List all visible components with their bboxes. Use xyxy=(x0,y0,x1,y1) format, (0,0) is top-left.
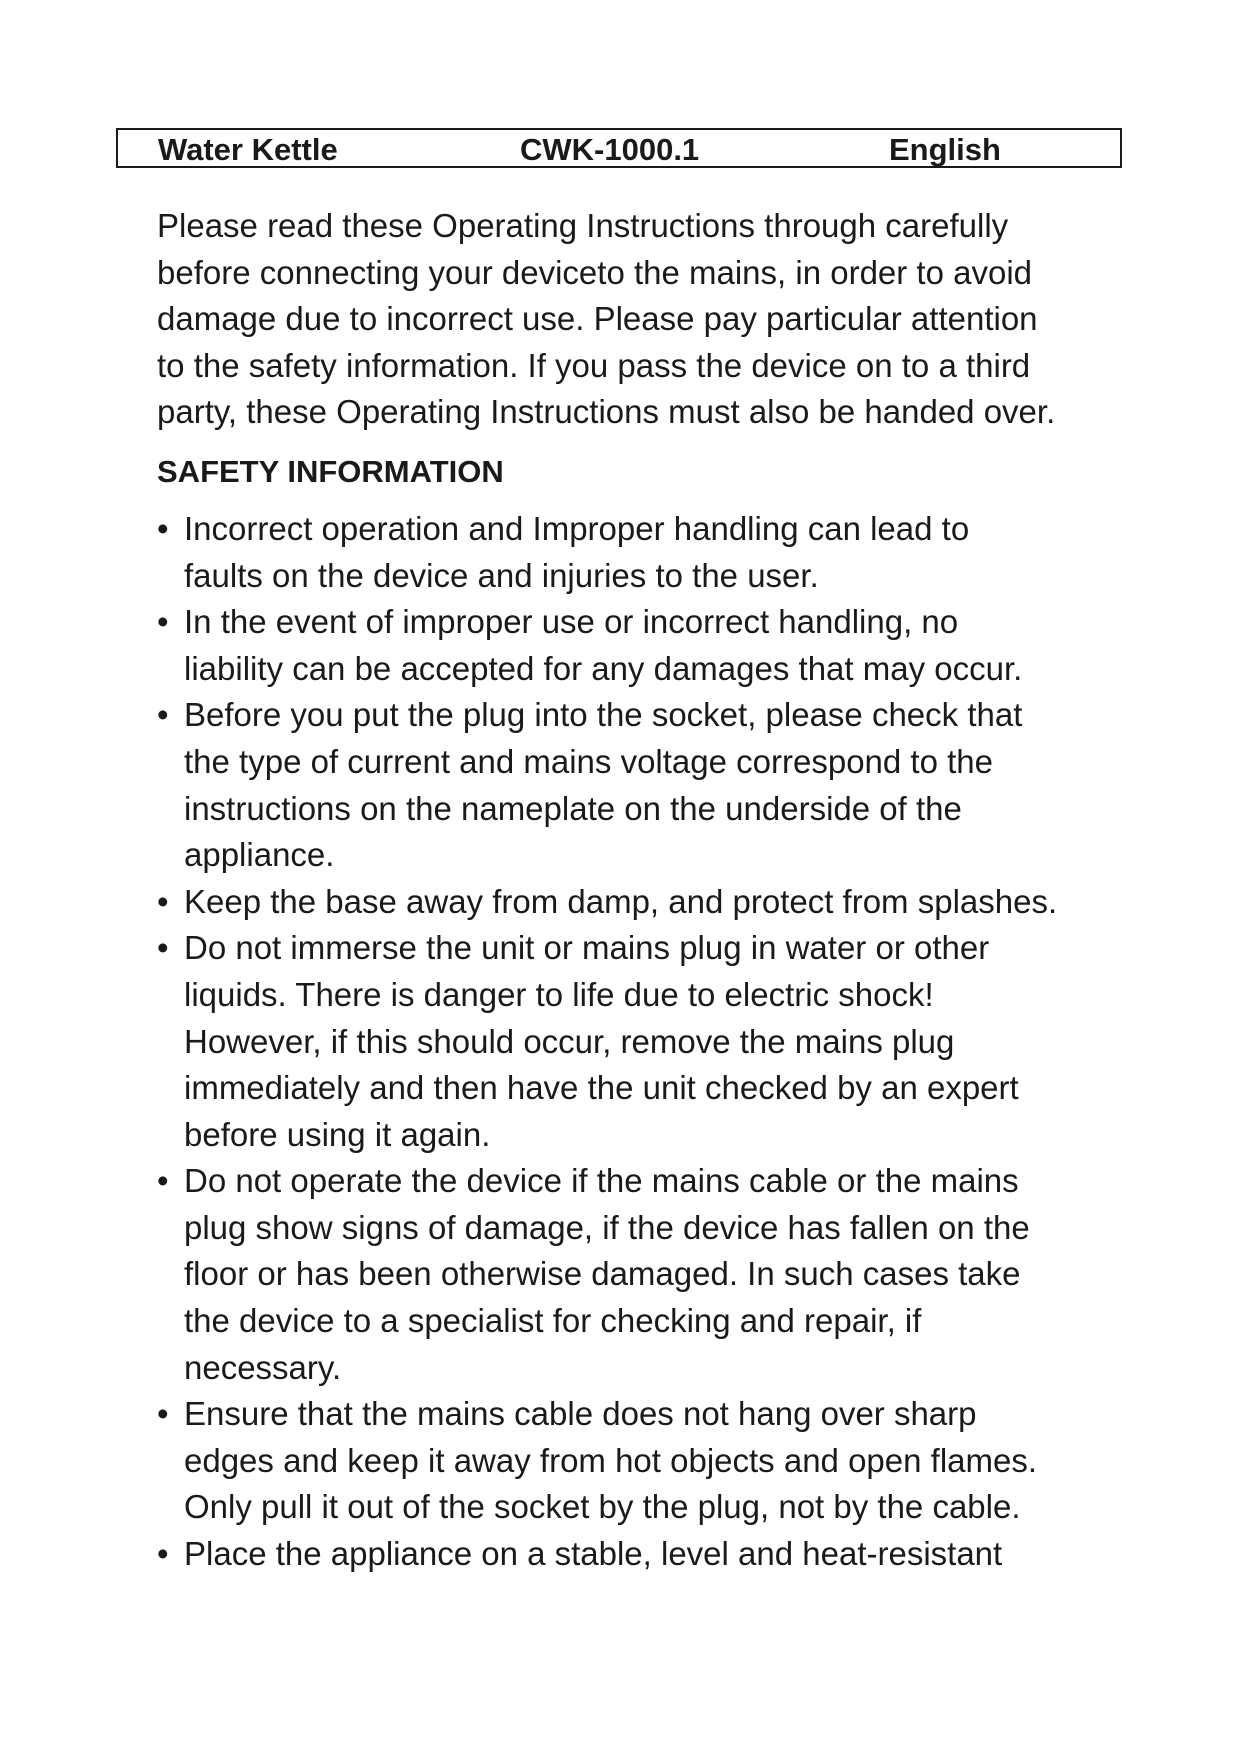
bullet-icon: • xyxy=(157,1535,169,1573)
bullet-icon: • xyxy=(157,929,169,967)
safety-item-text: Do not immerse the unit or mains plug in water or other liquids. There is danger to life due to electric shock! However, if this should occur, remove the mains plug immediately and then have the unit checked by an expert before using it again. xyxy=(184,929,1019,1153)
safety-item-text: Keep the base away from damp, and protect from splashes. xyxy=(184,882,1058,920)
document-body xyxy=(157,203,1147,1578)
safety-list xyxy=(157,506,1147,1578)
safety-item-text: In the event of improper use or incorrect handling, no liability can be accepted for any damages that may occur. xyxy=(184,603,1023,687)
bullet-icon: • xyxy=(157,1395,169,1433)
safety-item-text: Ensure that the mains cable does not hang over sharp edges and keep it away from hot objects and open flames. Only pull it out of the socket by the plug, not by the cable. xyxy=(184,1395,1038,1526)
intro-paragraph: Please read these Operating Instructions through carefully before connecting your deviceto the mains, in order to avoid damage due to incorrect use. Please pay particular attention to the safety information. If you pass the device on to a third party, these Operating Instructions must also be handed over. xyxy=(157,207,1056,431)
product-name: Water Kettle xyxy=(158,132,338,167)
safety-item-text: Do not operate the device if the mains cable or the mains plug show signs of damage, if the device has fallen on the floor or has been otherwise damaged. In such cases take the device to a specialist for checking and repair, if necessary. xyxy=(184,1162,1030,1386)
safety-item-text: Place the appliance on a stable, level and heat-resistant xyxy=(184,1535,1003,1573)
safety-item xyxy=(157,692,1147,878)
safety-item xyxy=(157,879,1147,926)
safety-section-title: SAFETY INFORMATION xyxy=(157,453,504,489)
safety-item xyxy=(157,599,1147,692)
language-label: English xyxy=(889,132,1001,167)
safety-item-text: Incorrect operation and Improper handling can lead to faults on the device and injuries to the user. xyxy=(184,509,970,594)
safety-item xyxy=(157,1158,1147,1391)
bullet-icon: • xyxy=(157,696,169,734)
document-header xyxy=(116,128,1122,168)
bullet-icon: • xyxy=(157,882,169,920)
safety-item xyxy=(157,925,1147,1158)
safety-item xyxy=(157,1531,1147,1578)
bullet-icon: • xyxy=(157,1162,169,1200)
bullet-icon: • xyxy=(157,509,169,547)
model-number: CWK-1000.1 xyxy=(520,132,700,167)
safety-item xyxy=(157,1391,1147,1531)
safety-item-text: Before you put the plug into the socket, please check that the type of current and mains voltage correspond to the instructions on the nameplate on the underside of the appliance. xyxy=(184,696,1023,874)
safety-item xyxy=(157,506,1147,599)
bullet-icon: • xyxy=(157,603,169,641)
